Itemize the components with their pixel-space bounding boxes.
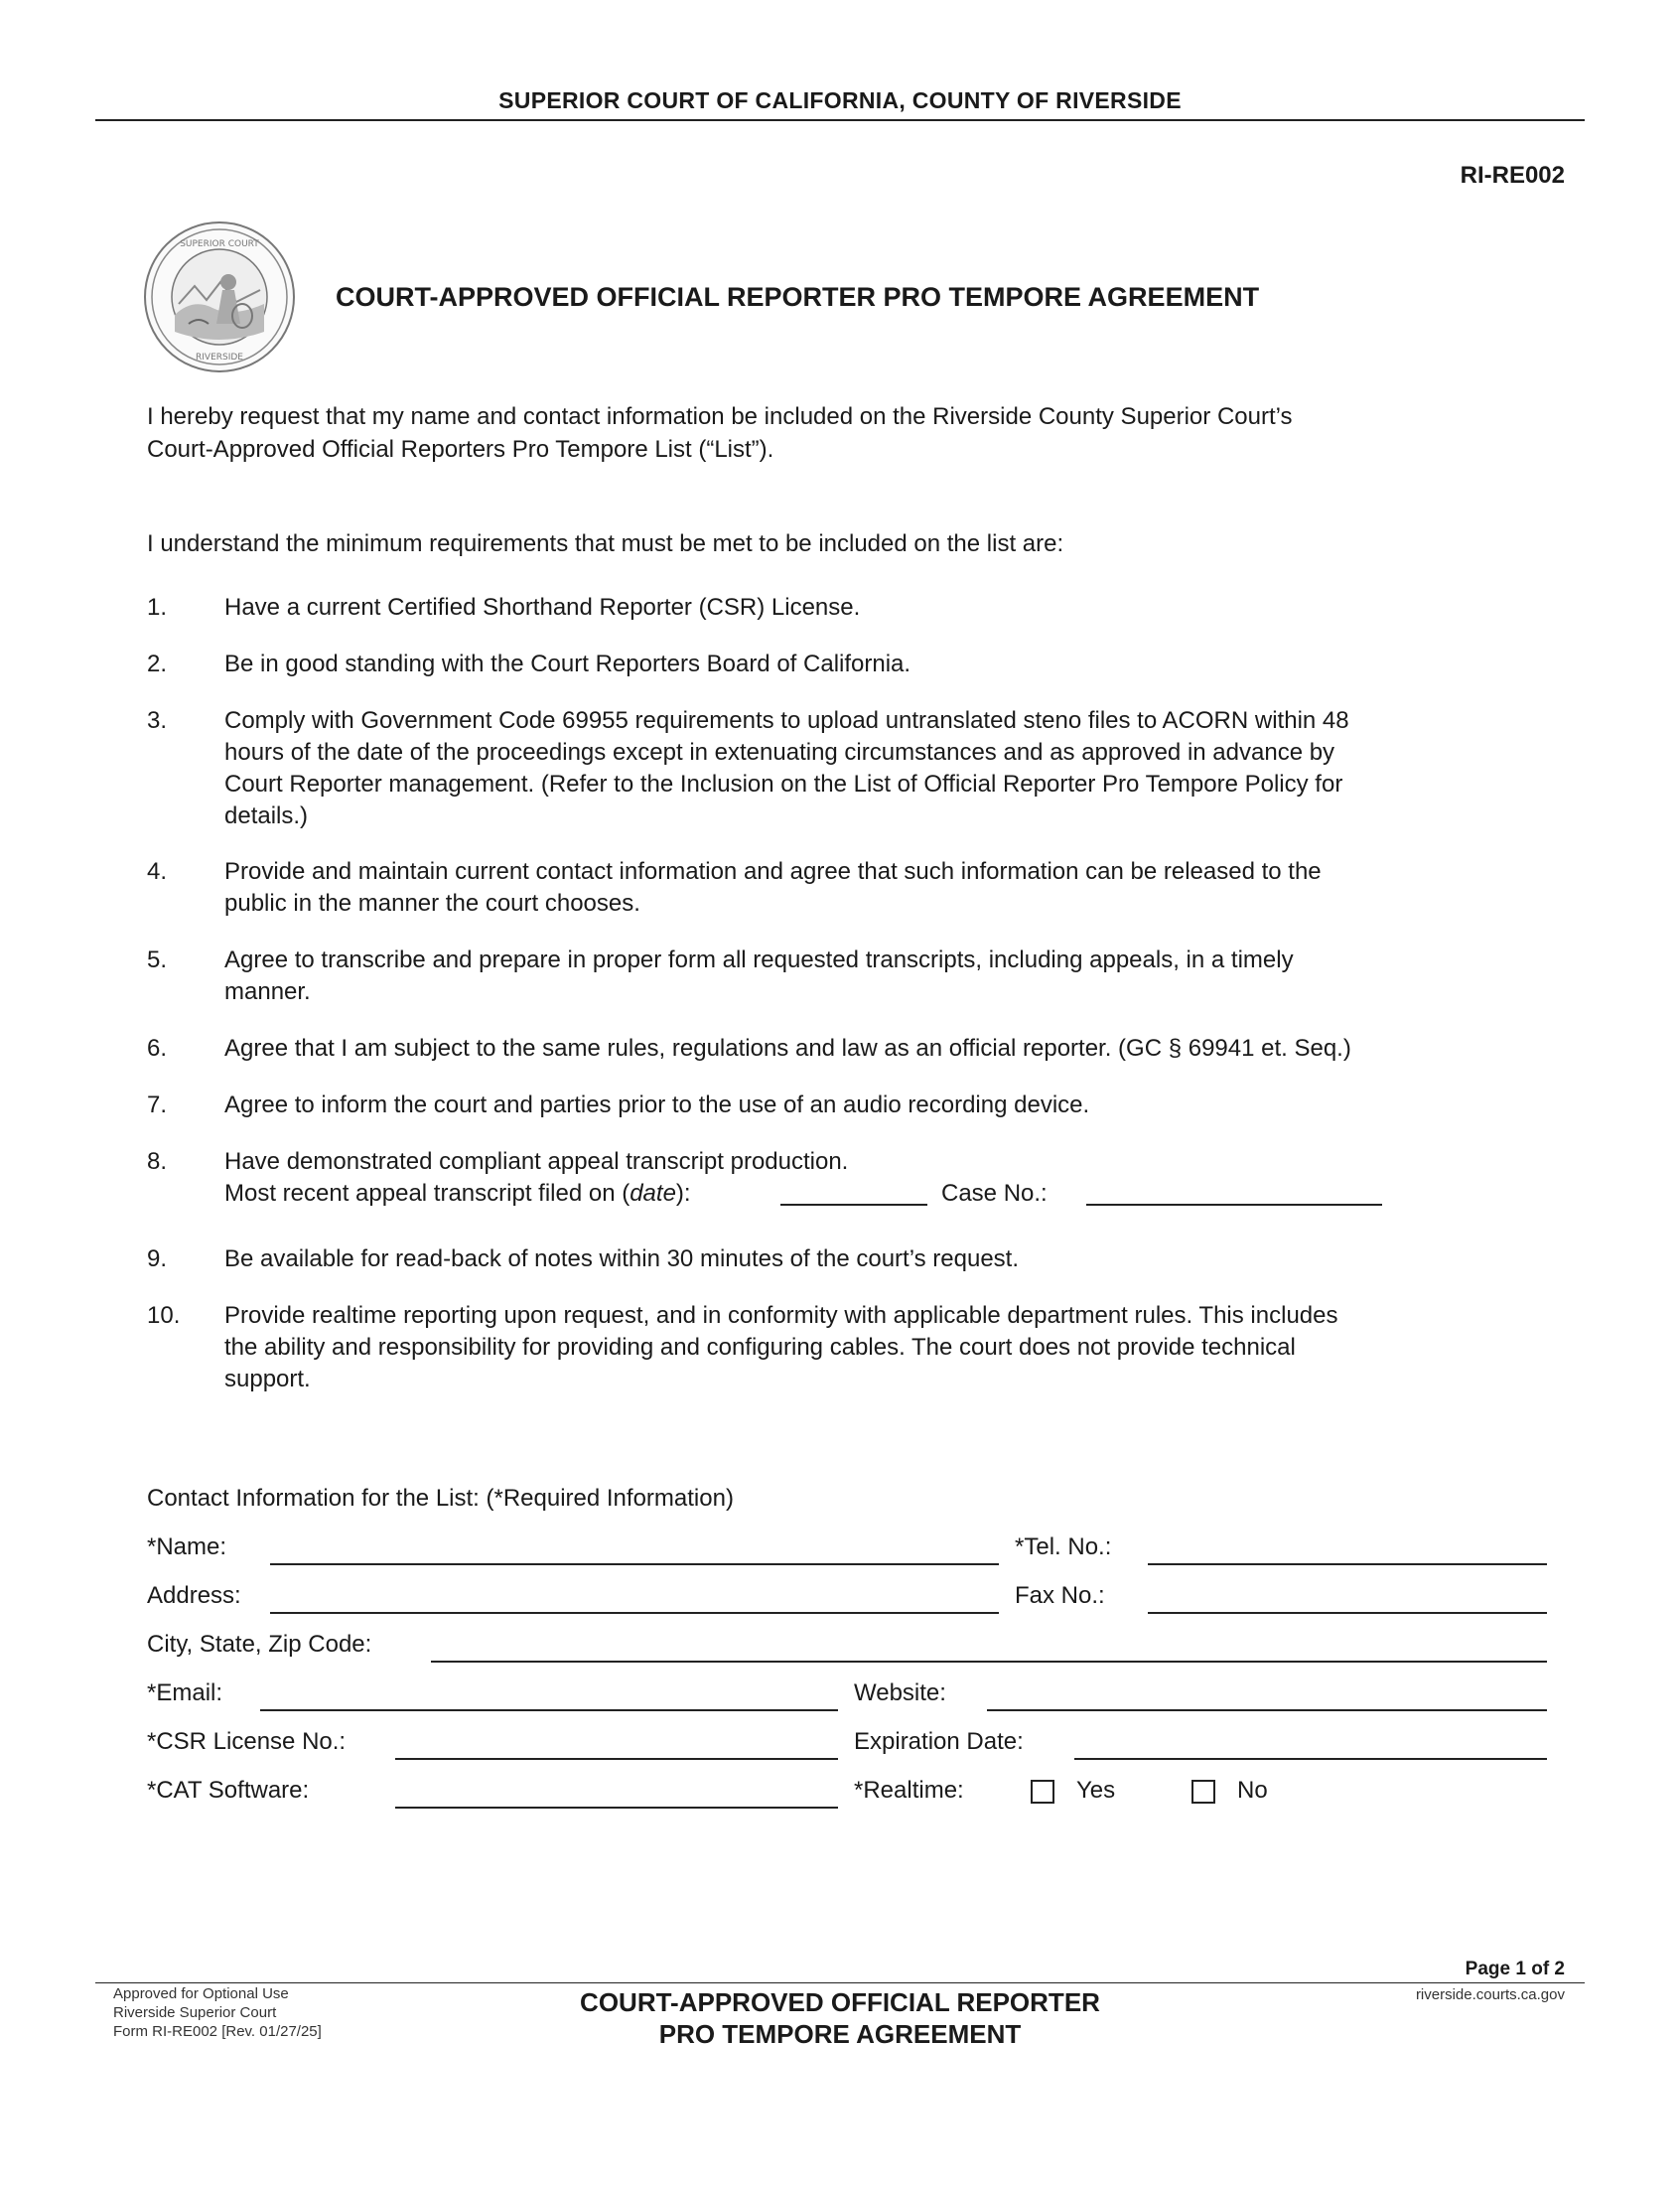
realtime-yes-checkbox[interactable] bbox=[1031, 1780, 1054, 1804]
address-field[interactable] bbox=[270, 1612, 999, 1614]
list-text: Provide realtime reporting upon request, and in conformity with applicable department rules. This includes bbox=[224, 1302, 1338, 1329]
appeal-prefix: Most recent appeal transcript filed on ( bbox=[224, 1180, 630, 1207]
list-number: 9. bbox=[147, 1245, 168, 1272]
intro-paragraph bbox=[147, 400, 1537, 466]
email-field[interactable] bbox=[260, 1709, 838, 1711]
footer-website: riverside.courts.ca.gov bbox=[1415, 1986, 1565, 2003]
list-number: 2. bbox=[147, 651, 168, 677]
footer-court: Riverside Superior Court bbox=[113, 2004, 277, 2021]
fax-field[interactable] bbox=[1148, 1612, 1547, 1614]
realtime-yes-label: Yes bbox=[1076, 1777, 1116, 1804]
realtime-label: *Realtime: bbox=[854, 1777, 964, 1804]
city-state-zip-label: City, State, Zip Code: bbox=[147, 1631, 372, 1658]
document-title: COURT-APPROVED OFFICIAL REPORTER PRO TEMPORE AGREEMENT bbox=[336, 282, 1260, 312]
cat-software-label: *CAT Software: bbox=[147, 1777, 310, 1804]
footer-form-rev: Form RI-RE002 [Rev. 01/27/25] bbox=[113, 2023, 322, 2040]
expiration-date-field[interactable] bbox=[1074, 1758, 1547, 1760]
intro-line-2: Court-Approved Official Reporters Pro Tempore List (“List”). bbox=[147, 436, 774, 463]
list-number: 3. bbox=[147, 707, 168, 734]
city-state-zip-field[interactable] bbox=[431, 1661, 1547, 1663]
realtime-no-label: No bbox=[1237, 1777, 1268, 1804]
list-text: the ability and responsibility for providing and configuring cables. The court does not provide technical bbox=[224, 1334, 1296, 1361]
list-text: Court Reporter management. (Refer to the Inclusion on the List of Official Reporter Pro Tempore Policy for bbox=[224, 771, 1343, 798]
csr-license-field[interactable] bbox=[395, 1758, 838, 1760]
list-number: 4. bbox=[147, 858, 168, 885]
list-text: public in the manner the court chooses. bbox=[224, 890, 640, 917]
footer-approval: Approved for Optional Use bbox=[113, 1985, 289, 2002]
name-label: *Name: bbox=[147, 1533, 227, 1560]
list-number: 1. bbox=[147, 594, 168, 621]
case-no-field[interactable] bbox=[1086, 1182, 1382, 1206]
footer-divider bbox=[95, 1982, 1585, 1983]
fax-label: Fax No.: bbox=[1015, 1582, 1105, 1609]
tel-label: *Tel. No.: bbox=[1015, 1533, 1112, 1560]
tel-field[interactable] bbox=[1148, 1563, 1547, 1565]
contact-heading: Contact Information for the List: (*Required Information) bbox=[147, 1485, 734, 1512]
list-text: details.) bbox=[224, 802, 309, 829]
list-text: hours of the date of the proceedings except in extenuating circumstances and as approved in advance by bbox=[224, 739, 1335, 766]
list-number: 7. bbox=[147, 1092, 168, 1118]
intro-line-1: I hereby request that my name and contact information be included on the Riverside County Superior Court’s bbox=[147, 403, 1293, 430]
list-text: Be available for read-back of notes within 30 minutes of the court’s request. bbox=[224, 1245, 1020, 1272]
list-number: 10. bbox=[147, 1302, 181, 1329]
list-text: Agree to inform the court and parties prior to the use of an audio recording device. bbox=[224, 1092, 1090, 1118]
email-label: *Email: bbox=[147, 1679, 223, 1706]
list-text: Comply with Government Code 69955 requirements to upload untranslated steno files to ACORN within 48 bbox=[224, 707, 1349, 734]
list-number: 6. bbox=[147, 1035, 168, 1062]
requirements-lead: I understand the minimum requirements that must be met to be included on the list are: bbox=[147, 530, 1064, 557]
website-field[interactable] bbox=[987, 1709, 1547, 1711]
csr-license-label: *CSR License No.: bbox=[147, 1728, 347, 1755]
header-divider bbox=[95, 119, 1585, 121]
form-id: RI-RE002 bbox=[1460, 162, 1565, 189]
case-no-label: Case No.: bbox=[941, 1180, 1048, 1207]
list-number: 5. bbox=[147, 947, 168, 973]
list-text: Be in good standing with the Court Reporters Board of California. bbox=[224, 651, 911, 677]
footer-title-line-2: PRO TEMPORE AGREEMENT bbox=[658, 2019, 1022, 2049]
name-field[interactable] bbox=[270, 1563, 999, 1565]
appeal-transcript-line bbox=[224, 1178, 1537, 1210]
cat-software-field[interactable] bbox=[395, 1807, 838, 1809]
list-text: Have a current Certified Shorthand Reporter (CSR) License. bbox=[224, 594, 861, 621]
page-number: Page 1 of 2 bbox=[1465, 1959, 1565, 1979]
appeal-date-word: date bbox=[630, 1180, 676, 1207]
court-header: SUPERIOR COURT OF CALIFORNIA, COUNTY OF RIVERSIDE bbox=[498, 87, 1182, 113]
appeal-date-field[interactable] bbox=[780, 1182, 927, 1206]
svg-text:RIVERSIDE: RIVERSIDE bbox=[196, 353, 243, 363]
list-text: Have demonstrated compliant appeal transcript production. bbox=[224, 1148, 849, 1175]
address-label: Address: bbox=[147, 1582, 241, 1609]
svg-text:SUPERIOR COURT: SUPERIOR COURT bbox=[180, 239, 259, 249]
list-text: Provide and maintain current contact information and agree that such information can be released to the bbox=[224, 858, 1322, 885]
list-text: manner. bbox=[224, 978, 311, 1005]
list-number: 8. bbox=[147, 1148, 168, 1175]
expiration-date-label: Expiration Date: bbox=[854, 1728, 1024, 1755]
footer-title-line-1: COURT-APPROVED OFFICIAL REPORTER bbox=[580, 1987, 1100, 2017]
appeal-suffix: ): bbox=[675, 1180, 691, 1207]
list-text: support. bbox=[224, 1366, 311, 1392]
list-text: Agree that I am subject to the same rules, regulations and law as an official reporter. (GC § 69941 et. Seq.) bbox=[224, 1035, 1351, 1062]
court-seal-icon bbox=[143, 220, 296, 373]
realtime-no-checkbox[interactable] bbox=[1191, 1780, 1215, 1804]
list-text: Agree to transcribe and prepare in proper form all requested transcripts, including appeals, in a timely bbox=[224, 947, 1294, 973]
website-label: Website: bbox=[854, 1679, 946, 1706]
